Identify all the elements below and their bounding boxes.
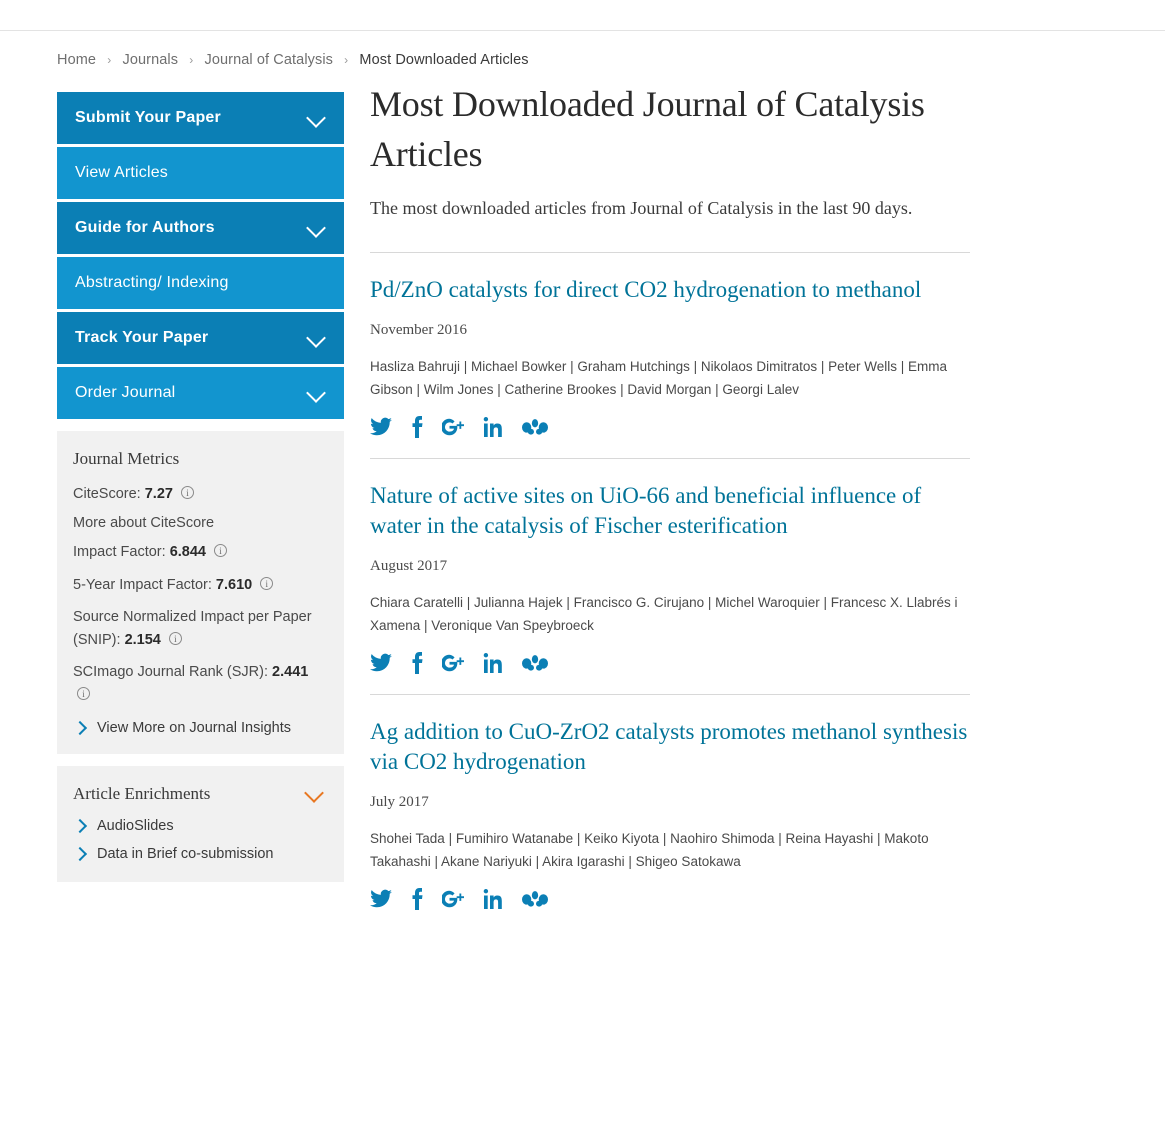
twitter-icon[interactable] [370, 417, 392, 436]
metric-snip-label: Source Normalized Impact per Paper (SNIP): [73, 609, 312, 648]
breadcrumb-item-journals[interactable]: Journals [122, 52, 179, 68]
linkedin-icon[interactable] [483, 889, 503, 909]
enrichment-item-audioslides[interactable] [73, 818, 324, 834]
sidebar-item-track-your-paper[interactable] [57, 312, 344, 364]
enrichment-item-label: AudioSlides [97, 818, 174, 835]
article-authors: Chiara Caratelli | Julianna Hajek | Francisco G. Cirujano | Michel Waroquier | Francesc X. Llabrés i Xamena | Veronique Van Speybroeck [370, 594, 958, 634]
article-date: July 2017 [370, 793, 429, 810]
chevron-right-icon [73, 721, 87, 735]
sidebar-item-submit-your-paper[interactable] [57, 92, 344, 144]
breadcrumb-item-home[interactable]: Home [57, 52, 97, 68]
article-list-item [370, 252, 970, 458]
googleplus-icon[interactable] [442, 890, 464, 908]
info-icon[interactable]: i [169, 632, 182, 645]
googleplus-icon[interactable] [442, 418, 464, 436]
breadcrumb-separator: › [107, 53, 112, 67]
sidebar-item-abstracting-indexing[interactable] [57, 257, 344, 309]
sidebar-item-label: View Articles [75, 164, 169, 181]
article-title-link[interactable]: Pd/ZnO catalysts for direct CO2 hydrogenation to methanol [370, 277, 922, 303]
metric-five-year-label: 5-Year Impact Factor: [73, 576, 212, 593]
sidebar-item-guide-for-authors[interactable] [57, 202, 344, 254]
share-row [370, 886, 970, 912]
facebook-icon[interactable] [411, 888, 423, 910]
info-icon[interactable]: i [181, 486, 194, 499]
metric-citescore-label: CiteScore: [73, 486, 141, 502]
metric-sjr-label: SCImago Journal Rank (SJR): [73, 664, 269, 681]
chevron-down-icon [308, 329, 326, 347]
journal-metrics-card [57, 431, 344, 754]
sidebar-item-label: Abstracting/ Indexing [75, 274, 229, 291]
metric-more-about-citescore[interactable]: More about CiteScore [73, 515, 215, 532]
article-date: August 2017 [370, 557, 448, 574]
article-authors: Shohei Tada | Fumihiro Watanabe | Keiko Kiyota | Naohiro Shimoda | Reina Hayashi | Makoto Takahashi | Akane Nariyuki | Akira Igarashi | Shigeo Satokawa [370, 830, 929, 870]
article-list-item [370, 458, 970, 694]
linkedin-icon[interactable] [483, 653, 503, 673]
googleplus-icon[interactable] [442, 654, 464, 672]
breadcrumb-item-journal-of-catalysis[interactable]: Journal of Catalysis [204, 52, 334, 68]
metric-snip-value: 2.154 [124, 631, 161, 648]
share-row [370, 650, 970, 676]
metric-impact-factor-value: 6.844 [169, 544, 206, 561]
journal-metrics-title: Journal Metrics [73, 449, 180, 468]
chevron-right-icon [73, 819, 87, 833]
chevron-down-icon [308, 384, 326, 402]
metric-sjr [73, 661, 324, 706]
article-title-link[interactable]: Nature of active sites on UiO-66 and beneficial influence of water in the catalysis of Fischer esterification [370, 482, 922, 539]
linkedin-icon[interactable] [483, 417, 503, 437]
sidebar-item-order-journal[interactable] [57, 367, 344, 419]
metric-citescore-value: 7.27 [144, 486, 173, 502]
main-content [370, 80, 970, 930]
sidebar-item-label: Submit Your Paper [75, 109, 221, 126]
metric-impact-factor [73, 541, 324, 563]
chevron-right-icon [73, 847, 87, 861]
sidebar [57, 92, 344, 882]
chevron-down-icon [308, 219, 326, 237]
article-date: November 2016 [370, 321, 468, 338]
chevron-down-icon [308, 109, 326, 127]
enrichment-item-data-in-brief[interactable] [73, 846, 324, 862]
view-more-journal-insights-link[interactable] [73, 720, 324, 736]
info-icon[interactable]: i [77, 687, 90, 700]
top-bar [0, 0, 1165, 31]
enrichment-item-label: Data in Brief co-submission [97, 846, 274, 863]
article-enrichments-header[interactable] [73, 784, 324, 804]
sidebar-item-label: Guide for Authors [75, 219, 215, 236]
metric-snip [73, 606, 324, 651]
sidebar-item-view-articles[interactable] [57, 147, 344, 199]
article-authors: Hasliza Bahruji | Michael Bowker | Graham Hutchings | Nikolaos Dimitratos | Peter Wells | Emma Gibson | Wilm Jones | Catherine Brookes | David Morgan | Georgi Lalev [370, 358, 947, 398]
info-icon[interactable]: i [214, 544, 227, 557]
article-enrichments-title: Article Enrichments [73, 784, 211, 804]
metric-five-year-value: 7.610 [215, 576, 253, 593]
view-more-label: View More on Journal Insights [97, 720, 291, 737]
page-intro: The most downloaded articles from Journal of Catalysis in the last 90 days. [370, 198, 913, 219]
twitter-icon[interactable] [370, 889, 392, 908]
breadcrumb-separator: › [189, 53, 194, 67]
mendeley-icon[interactable] [522, 890, 548, 907]
facebook-icon[interactable] [411, 652, 423, 674]
mendeley-icon[interactable] [522, 654, 548, 671]
article-enrichments-card [57, 766, 344, 882]
metric-citescore [73, 483, 324, 505]
chevron-down-icon [306, 785, 324, 803]
metric-impact-factor-label: Impact Factor: [73, 544, 166, 561]
facebook-icon[interactable] [411, 416, 423, 438]
twitter-icon[interactable] [370, 653, 392, 672]
metric-sjr-value: 2.441 [272, 664, 309, 681]
breadcrumb [57, 52, 529, 68]
article-list-item [370, 694, 970, 930]
info-icon[interactable]: i [260, 577, 273, 590]
article-title-link[interactable]: Ag addition to CuO-ZrO2 catalysts promotes methanol synthesis via CO2 hydrogenation [370, 718, 968, 775]
page-title: Most Downloaded Journal of Catalysis Articles [370, 84, 925, 174]
sidebar-item-label: Order Journal [75, 384, 176, 401]
sidebar-item-label: Track Your Paper [75, 329, 209, 346]
breadcrumb-item-current: Most Downloaded Articles [359, 52, 529, 68]
mendeley-icon[interactable] [522, 418, 548, 435]
breadcrumb-separator: › [344, 53, 349, 67]
share-row [370, 414, 970, 440]
metric-five-year-impact-factor [73, 574, 324, 596]
